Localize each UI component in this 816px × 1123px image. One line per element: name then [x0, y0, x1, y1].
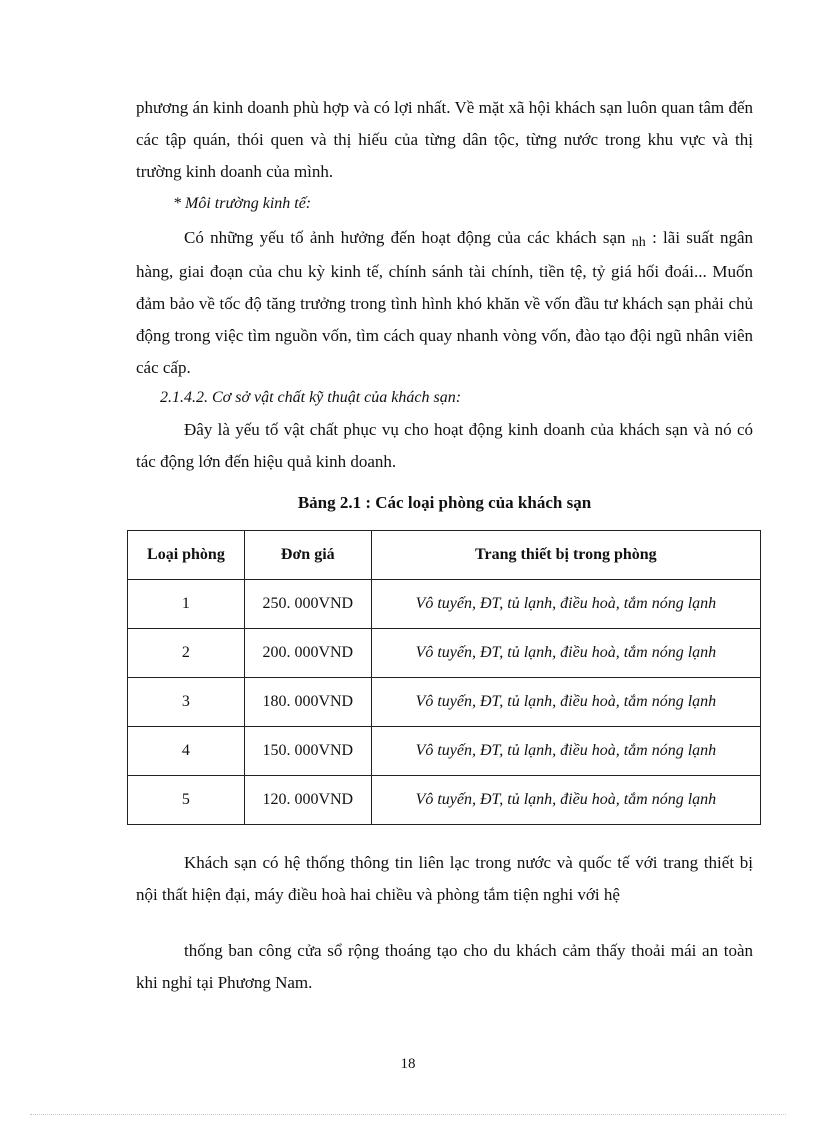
table-row: [128, 580, 761, 629]
paragraph-economic-text-b: : lãi suất ngân hàng, giai đoạn của chu kỳ kinh tế, chính sánh tài chính, tiền tệ, tỷ giá hối đoái... Muốn đảm bảo về tốc độ tăng trưởng trong tình hình khó khăn về vốn đầu tư khách sạn phải chủ động trong việc tìm nguồn vốn, tìm cách quay nhanh vòng vốn, đào tạo đội ngũ nhân viên các cấp.: [136, 228, 753, 377]
cell-price: 200. 000VND: [244, 629, 371, 678]
table-header-row: [128, 531, 761, 580]
cell-equipment: Vô tuyến, ĐT, tủ lạnh, điều hoà, tắm nóng lạnh: [371, 629, 760, 678]
cell-room-type: 1: [128, 580, 245, 629]
paragraph-economic: [136, 222, 753, 384]
paragraph-facilities-text: Đây là yếu tố vật chất phục vụ cho hoạt động kinh doanh của khách sạn và nó có tác động lớn đến hiệu quả kinh doanh.: [136, 420, 753, 471]
cell-price: 150. 000VND: [244, 727, 371, 776]
table-caption: [136, 489, 753, 517]
cell-price: 180. 000VND: [244, 678, 371, 727]
cell-room-type: 5: [128, 776, 245, 825]
table-row: [128, 727, 761, 776]
section-heading-text: 2.1.4.2. Cơ sở vật chất kỹ thuật của khách sạn:: [160, 389, 462, 406]
paragraph-economic-subscript: nh: [631, 235, 646, 250]
cell-equipment: Vô tuyến, ĐT, tủ lạnh, điều hoà, tắm nóng lạnh: [371, 678, 760, 727]
economic-environment-heading-text: * Môi trường kinh tế:: [173, 195, 312, 212]
table-caption-text: Bảng 2.1 : Các loại phòng của khách sạn: [297, 493, 592, 512]
header-equipment: Trang thiết bị trong phòng: [371, 531, 760, 580]
room-types-table: [127, 530, 761, 825]
paragraph-balcony-text: thống ban công cửa sổ rộng thoáng tạo cho du khách cảm thấy thoải mái an toàn khi nghỉ tại Phương Nam.: [136, 941, 753, 992]
table-row: [128, 629, 761, 678]
paragraph-balcony: [136, 935, 753, 999]
section-heading: [160, 382, 461, 414]
cell-price: 250. 000VND: [244, 580, 371, 629]
cell-equipment: Vô tuyến, ĐT, tủ lạnh, điều hoà, tắm nóng lạnh: [371, 776, 760, 825]
header-room-type: Loại phòng: [128, 531, 245, 580]
cell-equipment: Vô tuyến, ĐT, tủ lạnh, điều hoà, tắm nóng lạnh: [371, 727, 760, 776]
paragraph-social-text: phương án kinh doanh phù hợp và có lợi nhất. Về mặt xã hội khách sạn luôn quan tâm đến các tập quán, thói quen và thị hiếu của từng dân tộc, từng nước trong khu vực và thị trường kinh doanh của mình.: [136, 98, 753, 181]
page-bottom-divider: [30, 1114, 786, 1115]
cell-room-type: 3: [128, 678, 245, 727]
table-row: [128, 678, 761, 727]
paragraph-social: [136, 92, 753, 188]
table-row: [128, 776, 761, 825]
header-price: Đơn giá: [244, 531, 371, 580]
paragraph-economic-text-a: Có những yếu tố ảnh hưởng đến hoạt động của các khách sạn: [184, 228, 626, 247]
economic-environment-heading: [173, 188, 311, 220]
cell-room-type: 4: [128, 727, 245, 776]
paragraph-facilities: [136, 414, 753, 478]
page-number: 18: [400, 1056, 416, 1072]
cell-equipment: Vô tuyến, ĐT, tủ lạnh, điều hoà, tắm nóng lạnh: [371, 580, 760, 629]
paragraph-communications-text: Khách sạn có hệ thống thông tin liên lạc trong nước và quốc tế với trang thiết bị nội thất hiện đại, máy điều hoà hai chiều và phòng tắm tiện nghi với hệ: [136, 853, 753, 904]
paragraph-communications: [136, 847, 753, 911]
cell-room-type: 2: [128, 629, 245, 678]
cell-price: 120. 000VND: [244, 776, 371, 825]
